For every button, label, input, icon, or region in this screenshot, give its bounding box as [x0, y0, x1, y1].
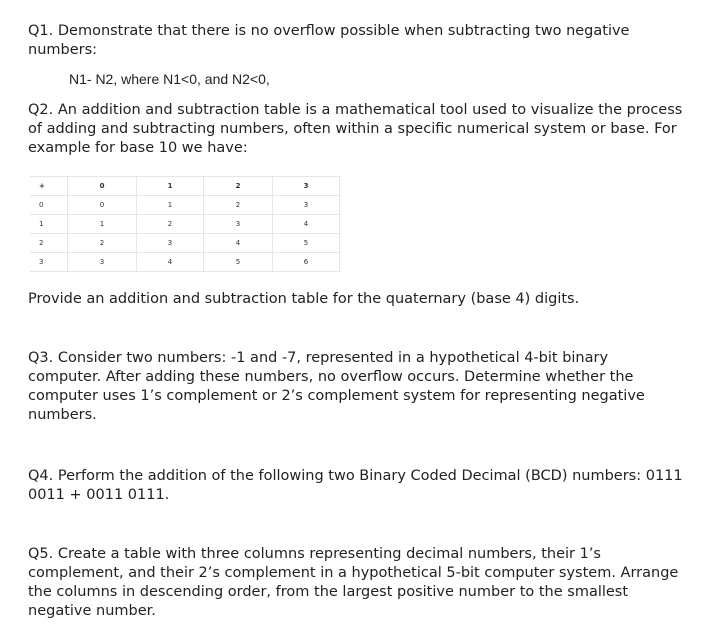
table-row — [30, 253, 340, 272]
table-cell: 2 — [68, 234, 137, 253]
question-2-text: Q2. An addition and subtraction table is a mathematical tool used to visualize the process of adding and subtracting numbers, often within a specific numerical system or base. For example for base 10 we have: — [28, 102, 683, 156]
table-cell: 5 — [204, 253, 273, 272]
table-cell: 2 — [30, 234, 68, 253]
table-header-cell: 1 — [137, 177, 204, 196]
table-row — [30, 196, 340, 215]
table-cell: 3 — [68, 253, 137, 272]
question-2-followup: Provide an addition and subtraction table for the quaternary (base 4) digits. — [28, 291, 580, 307]
table-header-cell: + — [30, 177, 68, 196]
table-cell: 3 — [273, 196, 340, 215]
table-cell: 6 — [273, 253, 340, 272]
question-1-text: Q1. Demonstrate that there is no overflow possible when subtracting two negative numbers: — [28, 23, 630, 58]
table-cell: 1 — [30, 215, 68, 234]
question-1-formula: N1- N2, where N1<0, and N2<0, — [69, 71, 270, 87]
table-cell: 0 — [30, 196, 68, 215]
table-cell: 3 — [30, 253, 68, 272]
table-header-cell: 0 — [68, 177, 137, 196]
table-cell: 5 — [273, 234, 340, 253]
table-cell: 4 — [273, 215, 340, 234]
table-cell: 1 — [68, 215, 137, 234]
question-3-text: Q3. Consider two numbers: -1 and -7, represented in a hypothetical 4-bit binary computer. After adding these numbers, no overflow occurs. Determine whether the computer uses 1’s complement or 2’s complement system for representing negative numbers. — [28, 350, 645, 423]
base-10-addition-table — [30, 176, 340, 272]
table-row — [30, 234, 340, 253]
table-header-cell: 3 — [273, 177, 340, 196]
table-cell: 3 — [204, 215, 273, 234]
table-cell: 4 — [137, 253, 204, 272]
table-cell: 0 — [68, 196, 137, 215]
table-cell: 2 — [204, 196, 273, 215]
table-header-row — [30, 177, 340, 196]
table-cell: 1 — [137, 196, 204, 215]
question-5-text: Q5. Create a table with three columns representing decimal numbers, their 1’s complement, and their 2’s complement in a hypothetical 5-bit computer system. Arrange the columns in descending order, from the largest positive number to the smallest negative number. — [28, 546, 679, 619]
table-cell: 3 — [137, 234, 204, 253]
table-header-cell: 2 — [204, 177, 273, 196]
table-cell: 4 — [204, 234, 273, 253]
question-4-text: Q4. Perform the addition of the following two Binary Coded Decimal (BCD) numbers: 0111 0011 + 0011 0111. — [28, 468, 683, 503]
table-cell: 2 — [137, 215, 204, 234]
table-row — [30, 215, 340, 234]
